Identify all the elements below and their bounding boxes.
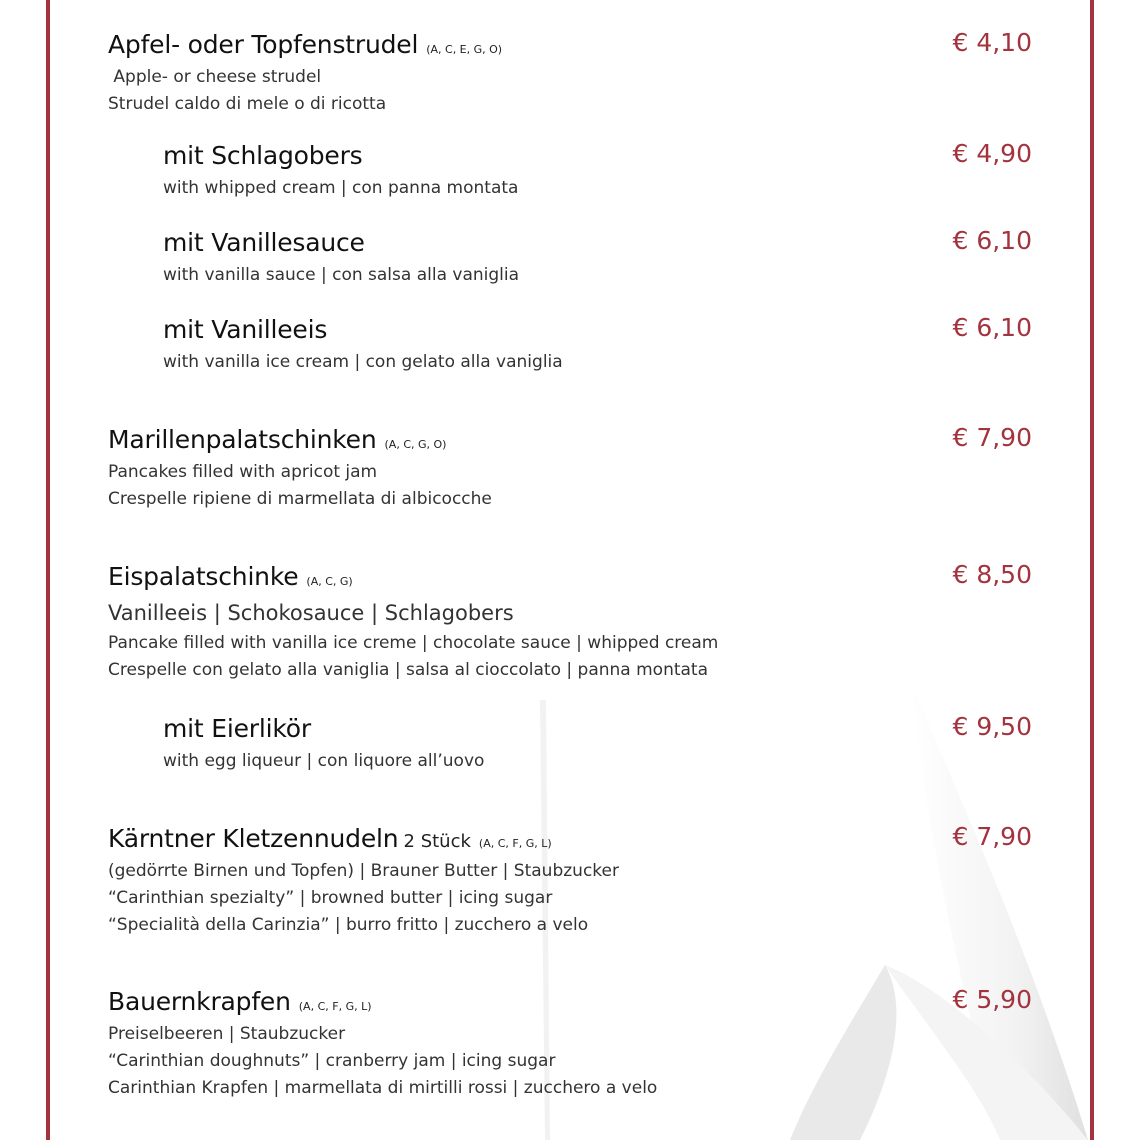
item-price: € 7,90: [952, 822, 1032, 851]
item-description: “Carinthian doughnuts” | cranberry jam | icing sugar: [108, 1051, 556, 1071]
menu-item-marillenpalatschinken: [108, 425, 1038, 513]
item-description: with whipped cream | con panna montata: [163, 178, 519, 198]
item-allergens: (A, C, G): [306, 575, 353, 588]
menu-item-kletzennudeln: [108, 824, 1038, 939]
item-price: € 7,90: [952, 423, 1032, 452]
menu-item-apfelstrudel: [108, 30, 1038, 118]
item-description: Crespelle con gelato alla vaniglia | salsa al cioccolato | panna montata: [108, 660, 709, 680]
item-description: Pancake filled with vanilla ice creme | chocolate sauce | whipped cream: [108, 633, 719, 653]
item-price: € 9,50: [952, 712, 1032, 741]
menu-item-eispalatschinke: [108, 562, 1038, 684]
item-allergens: (A, C, F, G, L): [298, 1000, 372, 1013]
item-name: mit Schlagobers: [163, 141, 363, 170]
item-price: € 6,10: [952, 226, 1032, 255]
item-price: € 6,10: [952, 313, 1032, 342]
item-name: mit Vanilleeis: [163, 315, 328, 344]
item-description: Pancakes filled with apricot jam: [108, 462, 378, 482]
menu-item-vanillesauce: [163, 228, 1038, 289]
item-description: “Specialità della Carinzia” | burro fritto | zucchero a velo: [108, 915, 589, 935]
menu-item-eierlikoer: [163, 714, 1038, 775]
item-quantity: 2 Stück: [403, 831, 471, 852]
item-description: Apple- or cheese strudel: [108, 67, 322, 87]
item-description: Strudel caldo di mele o di ricotta: [108, 94, 387, 114]
menu-item-vanilleeis: [163, 315, 1038, 376]
item-description: “Carinthian spezialty” | browned butter | icing sugar: [108, 888, 553, 908]
item-allergens: (A, C, G, O): [384, 438, 447, 451]
item-description: (gedörrte Birnen und Topfen) | Brauner Butter | Staubzucker: [108, 861, 619, 881]
menu-item-schlagobers: [163, 141, 1038, 202]
item-description: Carinthian Krapfen | marmellata di mirtilli rossi | zucchero a velo: [108, 1078, 658, 1098]
item-description: with vanilla sauce | con salsa alla vaniglia: [163, 265, 520, 285]
item-name: mit Vanillesauce: [163, 228, 365, 257]
item-price: € 8,50: [952, 560, 1032, 589]
item-price: € 5,90: [952, 985, 1032, 1014]
item-name: mit Eierlikör: [163, 714, 311, 743]
item-description: Preiselbeeren | Staubzucker: [108, 1024, 346, 1044]
item-price: € 4,90: [952, 139, 1032, 168]
item-name: Apfel- oder Topfenstrudel: [108, 30, 419, 59]
item-price: € 4,10: [952, 28, 1032, 57]
item-allergens: (A, C, F, G, L): [478, 837, 552, 850]
menu-item-bauernkrapfen: [108, 987, 1038, 1102]
item-name: Marillenpalatschinken: [108, 425, 377, 454]
item-name: Eispalatschinke: [108, 562, 299, 591]
item-description: Crespelle ripiene di marmellata di albicocche: [108, 489, 492, 509]
item-name: Bauernkrapfen: [108, 987, 291, 1016]
item-description: with egg liqueur | con liquore all’uovo: [163, 751, 485, 771]
item-subtitle: Vanilleeis | Schokosauce | Schlagobers: [108, 601, 514, 625]
item-description: with vanilla ice cream | con gelato alla vaniglia: [163, 352, 563, 372]
item-allergens: (A, C, E, G, O): [426, 43, 503, 56]
item-name: Kärntner Kletzennudeln: [108, 824, 399, 853]
